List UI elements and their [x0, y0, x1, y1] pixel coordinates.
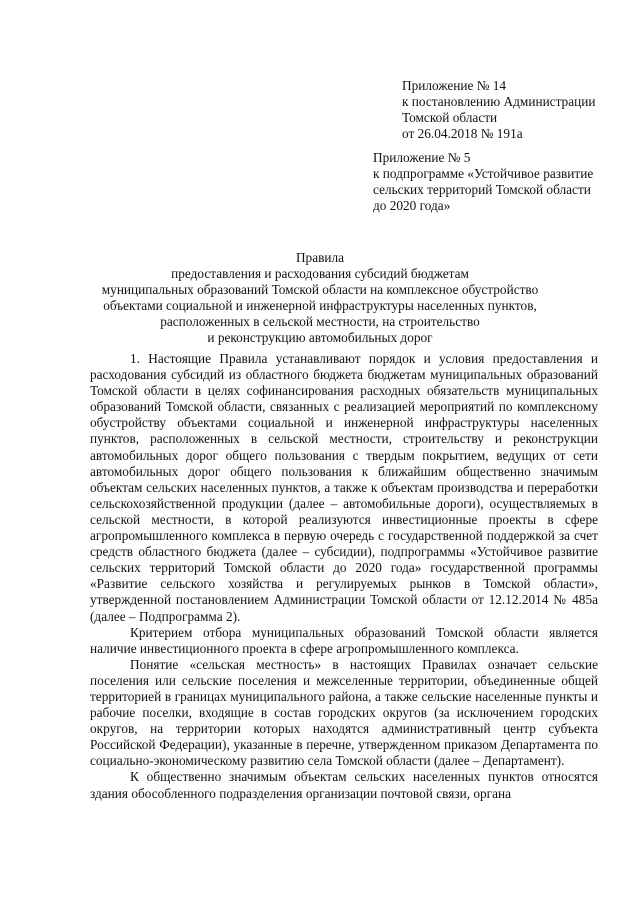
title-line: расположенных в сельской местности, на строительство	[160, 314, 480, 330]
subprogram-ref-line: до 2020 года»	[373, 198, 451, 214]
paragraph-3: Понятие «сельская местность» в настоящих Правилах означает сельские поселения или сельские поселения и межселенные территории, объединенные общей территорией в границах муниципального района, а также сельские населенные пункты и рабочие поселки, входящие в состав городских округов (за исключением городских округов, на территории которых находятся административный центр субъекта Российской Федерации), указанные в перечне, утвержденном приказом Департамента по социально-экономическому развитию села Томской области (далее – Департамент).	[90, 656, 598, 769]
subprogram-ref-line: сельских территорий Томской области	[373, 182, 591, 198]
title-line: муниципальных образований Томской области на комплексное обустройство	[101, 282, 539, 298]
document-title	[60, 250, 580, 347]
paragraph-4: К общественно значимым объектам сельских населенных пунктов относятся здания обособленного подразделения организации почтовой связи, органа	[90, 769, 598, 801]
paragraph-2: Критерием отбора муниципальных образований Томской области является наличие инвестиционного проекта в сфере агропромышленного комплекса.	[90, 624, 598, 656]
subprogram-ref-line: к подпрограмме «Устойчивое развитие	[373, 166, 594, 182]
approval-region: Томской области	[402, 110, 498, 126]
title-line: предоставления и расходования субсидий бюджетам	[171, 266, 469, 282]
title-line: объектами социальной и инженерной инфраструктуры населенных пунктов,	[103, 298, 537, 314]
document-body	[90, 351, 598, 802]
subprogram-annex-block	[373, 150, 628, 214]
approval-date-number: от 26.04.2018 № 191а	[402, 126, 523, 142]
paragraph-1: 1. Настоящие Правила устанавливают порядок и условия предоставления и расходования субсидий из областного бюджета бюджетам муниципальных образований Томской области в целях софинансирования расходных обязательств муниципальных образований Томской области, связанных с реализацией мероприятий по комплексному обустройству объектами социальной и инженерной инфраструктуры населенных пунктов, расположенных в сельской местности, строительству и реконструкции автомобильных дорог общего пользования с твердым покрытием, ведущих от сети автомобильных дорог общего пользования к ближайшим общественно значимым объектам сельских населенных пунктов, а также к объектам производства и переработки сельскохозяйственной продукции (далее – автомобильные дороги), осуществляемых в сельской местности, в которой реализуются инвестиционные проекты в сфере агропромышленного комплекса в первую очередь с государственной поддержкой за счет средств областного бюджета (далее – субсидии), подпрограммы «Устойчивое развитие сельских территорий Томской области до 2020 года» государственной программы «Развитие сельского хозяйства и регулируемых рынков в Томской области», утвержденной постановлением Администрации Томской области от 12.12.2014 № 485а (далее – Подпрограмма 2).	[90, 351, 598, 624]
approval-resolution-ref: к постановлению Администрации	[402, 94, 596, 110]
subprogram-annex-number: Приложение № 5	[373, 150, 471, 165]
approval-annex-number: Приложение № 14	[402, 78, 506, 93]
approval-reference-block	[402, 78, 627, 142]
title-line: и реконструкцию автомобильных дорог	[207, 330, 433, 346]
title-heading: Правила	[295, 250, 345, 265]
